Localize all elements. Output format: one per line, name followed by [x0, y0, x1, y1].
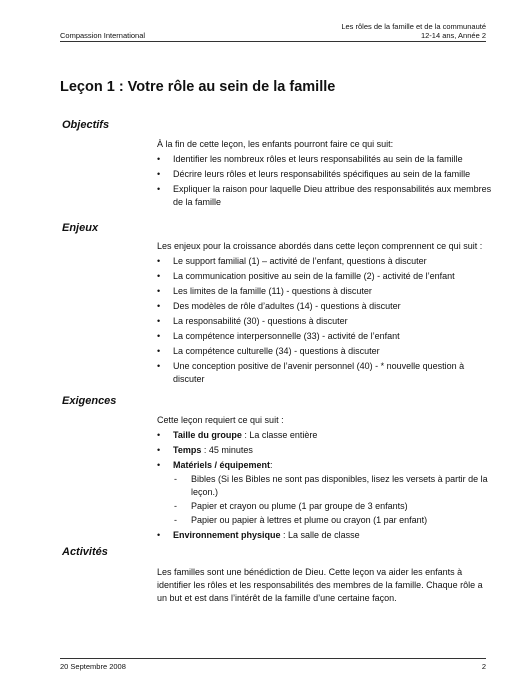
header-series	[341, 22, 486, 40]
requirement-label: Environnement physique	[173, 530, 281, 540]
list-item: • La responsabilité (30) - questions à discuter	[157, 316, 348, 326]
sub-list-item: - Bibles (Si les Bibles ne sont pas disponibles, lisez les versets à partir de la leçon.)	[174, 474, 488, 497]
section-heading-exigences: Exigences	[62, 395, 117, 407]
list-item	[157, 459, 497, 527]
bullet-icon: •	[157, 346, 161, 356]
list-item: • La compétence interpersonnelle (33) - activité de l’enfant	[157, 331, 400, 341]
bullet-icon: •	[157, 286, 161, 296]
bullet-icon: •	[157, 331, 161, 341]
enjeux-list	[157, 255, 497, 388]
list-item: • La communication positive au sein de la famille (2) - activité de l’enfant	[157, 271, 455, 281]
bullet-icon: •	[157, 301, 161, 311]
list-item	[157, 529, 497, 542]
objectifs-intro: À la fin de cette leçon, les enfants pourront faire ce qui suit:	[157, 139, 394, 149]
list-item	[157, 429, 497, 442]
bullet-icon: •	[157, 445, 161, 455]
bullet-icon: •	[157, 271, 161, 281]
bullet-icon: •	[157, 184, 161, 194]
enjeux-intro: Les enjeux pour la croissance abordés dans cette leçon comprennent ce qui suit :	[157, 241, 483, 251]
requirement-label: Matériels / équipement	[173, 460, 271, 470]
sub-list-item: - Papier et crayon ou plume (1 par groupe de 3 enfants)	[174, 501, 408, 511]
bullet-icon: •	[157, 256, 161, 266]
list-item: • Expliquer la raison pour laquelle Dieu attribue des responsabilités aux membres de la famille	[157, 184, 492, 207]
list-item	[157, 444, 497, 457]
sub-list-item: - Papier ou papier à lettres et plume ou crayon (1 par enfant)	[174, 515, 428, 525]
section-heading-objectifs: Objectifs	[62, 119, 110, 131]
activites-text: Les familles sont une bénédiction de Dieu. Cette leçon va aider les enfants à identifier les rôles et les responsabilités des membres de la famille. Chaque rôle a un but et est dans l’intérêt de la famille d’une certaine façon.	[157, 567, 483, 603]
header-organization: Compassion International	[60, 31, 146, 40]
dash-icon: -	[174, 515, 177, 525]
exigences-list	[157, 429, 497, 544]
bullet-icon: •	[157, 530, 161, 540]
lesson-title: Leçon 1 : Votre rôle au sein de la famille	[60, 79, 336, 95]
header-rule	[60, 41, 486, 42]
requirement-value: : La classe entière	[241, 430, 318, 440]
list-item: • Identifier les nombreux rôles et leurs responsabilités au sein de la famille	[157, 154, 463, 164]
section-heading-activites: Activités	[62, 546, 108, 558]
list-item: • Des modèles de rôle d’adultes (14) - questions à discuter	[157, 301, 401, 311]
list-item: • La compétence culturelle (34) - questions à discuter	[157, 346, 380, 356]
requirement-value: :	[270, 460, 273, 470]
requirement-label: Taille du groupe	[173, 430, 242, 440]
dash-icon: -	[174, 501, 177, 511]
bullet-icon: •	[157, 430, 161, 440]
footer-rule	[60, 658, 486, 659]
bullet-icon: •	[157, 316, 161, 326]
requirement-label: Temps	[173, 445, 202, 455]
exigences-intro: Cette leçon requiert ce qui suit :	[157, 415, 284, 425]
footer-date: 20 Septembre 2008	[60, 662, 126, 671]
bullet-icon: •	[157, 169, 161, 179]
header-age-year: 12-14 ans, Année 2	[420, 31, 486, 40]
list-item: • Une conception positive de l’avenir personnel (40) - * nouvelle question à discuter	[157, 361, 465, 384]
bullet-icon: •	[157, 154, 161, 164]
requirement-value: : La salle de classe	[280, 530, 360, 540]
list-item: • Le support familial (1) – activité de l’enfant, questions à discuter	[157, 256, 427, 266]
materials-sublist	[173, 473, 497, 527]
page-number: 2	[481, 662, 486, 671]
header-series-title: Les rôles de la famille et de la communauté	[341, 22, 486, 31]
dash-icon: -	[174, 474, 177, 484]
list-item: • Les limites de la famille (11) - questions à discuter	[157, 286, 372, 296]
section-heading-enjeux: Enjeux	[62, 222, 99, 234]
bullet-icon: •	[157, 361, 161, 371]
bullet-icon: •	[157, 460, 161, 470]
list-item: • Décrire leurs rôles et leurs responsabilités spécifiques au sein de la famille	[157, 169, 471, 179]
requirement-value: : 45 minutes	[201, 445, 253, 455]
objectifs-list	[157, 153, 497, 211]
